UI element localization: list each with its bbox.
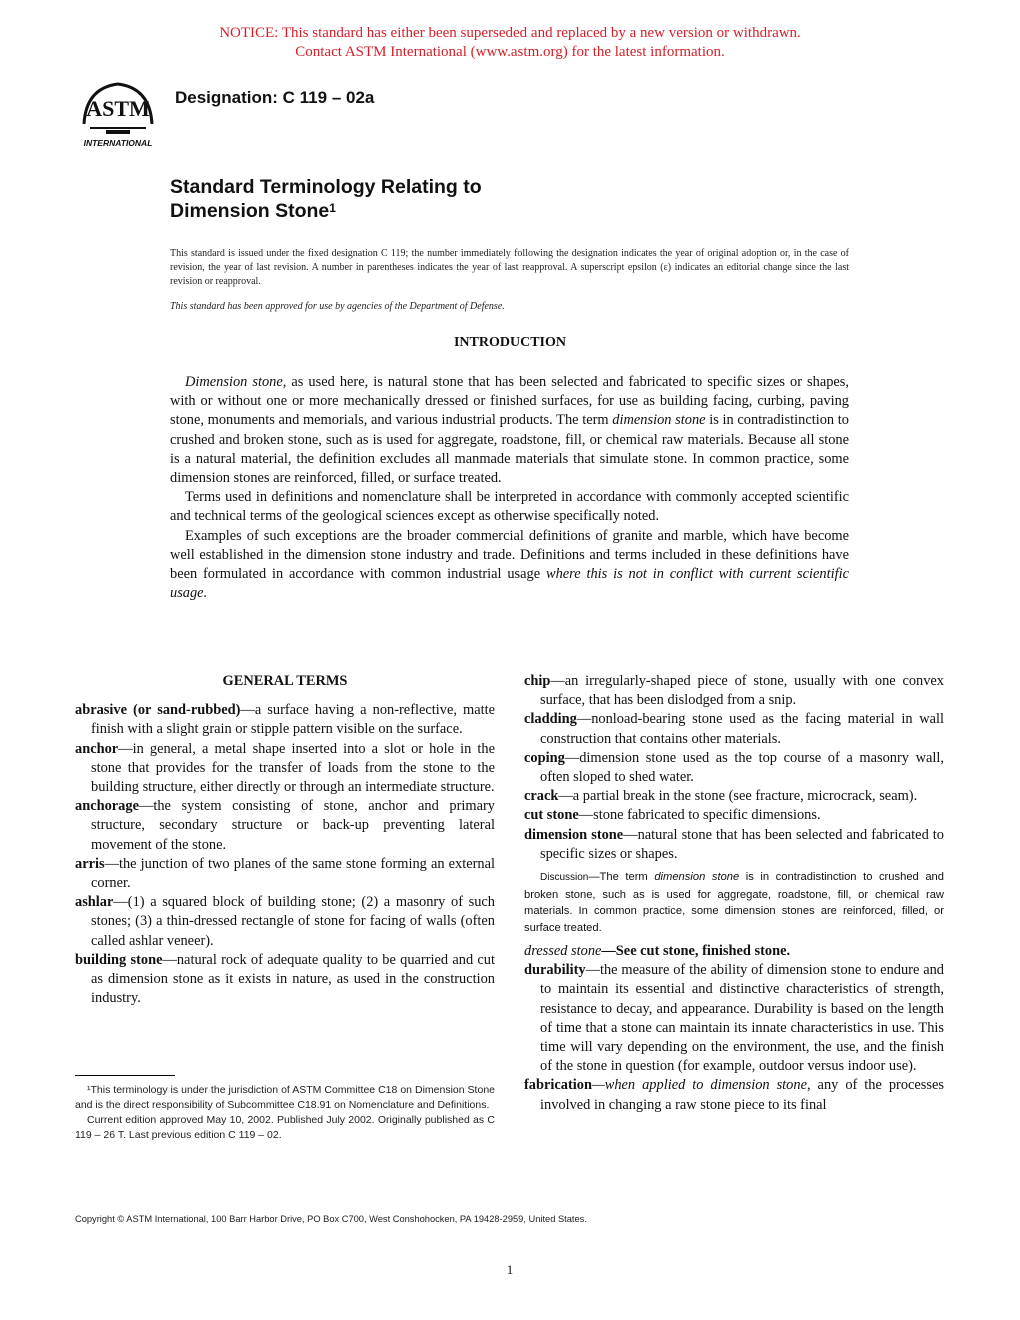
title-footnote-mark: 1 [329,201,336,215]
footnote-2: Current edition approved May 10, 2002. Published July 2002. Originally published as C 119 – 26 T. Last previous edition C 119 – 02. [75,1114,495,1141]
astm-logo-icon [76,78,160,150]
logo-subtext: INTERNATIONAL [83,138,153,148]
introduction-heading: INTRODUCTION [453,335,566,350]
term-label: dressed stone [524,943,602,960]
term-definition: —natural stone that has been selected and fabricated to specific sizes or shapes. [540,826,944,862]
term-building-stone [75,951,495,1009]
intro-text-a: , as used here, is natural stone that has been selected and fabricated to specific sizes or shapes, with or without one or more mechanically dressed or finished surfaces, for use as building facing, curbing, paving stone, monuments and memorials, and various industrial products. The term [170,374,849,429]
term-definition-emphasis: —when applied to dimension stone [591,1077,807,1094]
footnote [75,1083,495,1143]
term-definition: —the junction of two planes of the same stone forming an external corner. [91,855,495,892]
footnote-1: ¹This terminology is under the jurisdiction of ASTM Committee C18 on Dimension Stone and is the direct responsibility of Subcommittee C18.91 on Nomenclature and Definitions. [75,1084,495,1111]
term-anchorage [75,797,495,855]
term-label: abrasive (or sand-rubbed) [75,702,241,719]
term-label: chip [524,673,551,689]
astm-logo [76,78,160,150]
term-label: cladding [524,711,577,728]
title-line-1: Standard Terminology Relating to [170,176,482,198]
withdrawal-notice [0,24,1020,62]
intro-p3-emphasis: where this is not in conflict with current scientific usage. [170,566,849,602]
term-label: building stone [75,951,163,968]
term-durability [524,961,944,1076]
term-definition: —stone fabricated to specific dimensions. [578,807,821,824]
introduction [170,373,849,603]
discussion-text-b: is in contradistinction to crushed and broken stone, such as is used for aggregate, roadstone, fill, or chemical raw materials. In common practice, some dimension stones are reinforced, filled, or surface treated. [524,871,944,934]
term-label: coping [524,749,565,766]
intro-term-2: dimension stone [612,412,706,429]
term-label: crack [524,788,559,805]
term-label: fabrication [524,1077,592,1094]
term-coping [524,749,944,787]
dod-approval-note: This standard has been approved for use by agencies of the Department of Defense. [170,301,505,312]
issue-note: This standard is issued under the fixed designation C 119; the number immediately following the designation indicates the year of original adoption or, in the case of revision, the year of last revision. A number in parentheses indicates the year of last reapproval. A superscript epsilon (ε) indicates an editorial change since the last revision or reapproval. [170,248,849,287]
term-label: cut stone [524,807,579,824]
term-definition: —in general, a metal shape inserted into a slot or hole in the stone that provides for the transfer of loads from the stone to the building structure, either directly or through an intermediate structure. [91,740,495,796]
term-fabrication [524,1076,944,1114]
title-line-2-text: Dimension Stone [170,200,330,222]
intro-p3-text: Examples of such exceptions are the broader commercial definitions of granite and marble, which have become well established in the dimension stone industry and trade. Definitions and terms included in these definitions have been formulated in accordance with common industrial usage [170,527,849,583]
term-label: anchorage [75,798,139,815]
term-crack [524,787,944,806]
term-label: anchor [75,740,119,757]
term-arris [75,855,495,893]
term-label: arris [75,855,105,872]
term-chip [524,672,944,710]
term-dimension-stone [524,826,944,864]
notice-line-1: NOTICE: This standard has either been superseded and replaced by a new version or withdrawn. [219,25,801,41]
title-line-2 [170,199,482,223]
term-definition: —(1) a squared block of building stone; (2) a masonry of such stones; (3) a thin-dressed rectangle of stone for facing of walls (often called ashlar veneer). [91,894,495,949]
term-label: ashlar [75,894,114,911]
term-cut-stone [524,806,944,825]
designation: Designation: C 119 – 02a [175,88,375,107]
intro-term: Dimension stone [185,374,283,390]
term-anchor [75,740,495,798]
page-number: 1 [506,1262,514,1277]
copyright-line: Copyright © ASTM International, 100 Barr Harbor Drive, PO Box C700, West Conshohocken, PA 19428-2959, United States. [75,1214,587,1224]
logo-text: ASTM [86,96,150,121]
term-definition: —the measure of the ability of dimension stone to endure and to maintain its essential and distinctive characteristics of strength, resistance to decay, and appearance. Durability is based on the length of time that a stone can maintain its innate characteristics in use. This time will vary depending on the environment, the use, and the finish of the stone in question (for example, outdoor versus indoor use). [540,962,944,1075]
notice-line-2: Contact ASTM International (www.astm.org) for the latest information. [295,44,725,60]
term-definition: —the system consisting of stone, anchor and primary structure, secondary structure or back-up preventing lateral movement of the stone. [91,798,495,853]
page-title [170,175,482,223]
term-definition: —an irregularly-shaped piece of stone, usually with one convex surface, that has been dislodged from a snip. [540,673,944,709]
term-ashlar [75,893,495,951]
discussion-text-a: —The term [588,871,655,884]
intro-text-b: is in contradistinction to crushed and broken stone, such as is used for aggregate, roadstone, fill, or chemical raw materials. Because all stone is a natural material, the definition excludes all manmade materials that simulate stone. In common practice, some dimension stones are reinforced, filled, or surface treated. [170,412,849,487]
discussion-emphasis: dimension stone [654,871,740,884]
term-definition: —a surface having a non-reflective, matte finish with a slight grain or stipple pattern visible on the surface. [91,702,495,738]
term-definition: , any of the processes involved in changing a raw stone piece to its final [540,1077,944,1113]
intro-paragraph-2: Terms used in definitions and nomenclature shall be interpreted in accordance with commonly accepted scientific and technical terms of the geological sciences except as otherwise specifically noted. [170,489,849,525]
general-terms-heading: GENERAL TERMS [222,673,348,689]
intro-paragraph-1 [170,373,849,488]
left-column [75,672,495,1008]
term-abrasive [75,701,495,739]
term-definition: —a partial break in the stone (see fracture, microcrack, seam). [558,788,918,805]
term-definition: —nonload-bearing stone used as the facing material in wall construction that contains other materials. [540,711,944,747]
term-definition: —dimension stone used as the top course of a masonry wall, often sloped to shed water. [540,749,944,786]
term-definition: —See cut stone, finished stone. [601,943,791,960]
intro-paragraph-3 [170,527,849,604]
term-label: durability [524,962,586,979]
footnote-rule [75,1075,175,1076]
term-label: dimension stone [524,826,624,843]
dimension-stone-discussion [524,869,944,936]
term-cladding [524,710,944,748]
right-column [524,672,944,1115]
term-definition: —natural rock of adequate quality to be quarried and cut as dimension stone as it exists in nature, as used in the construction industry. [91,951,496,1007]
term-dressed-stone [524,942,944,961]
discussion-label: Discussion [540,872,589,884]
